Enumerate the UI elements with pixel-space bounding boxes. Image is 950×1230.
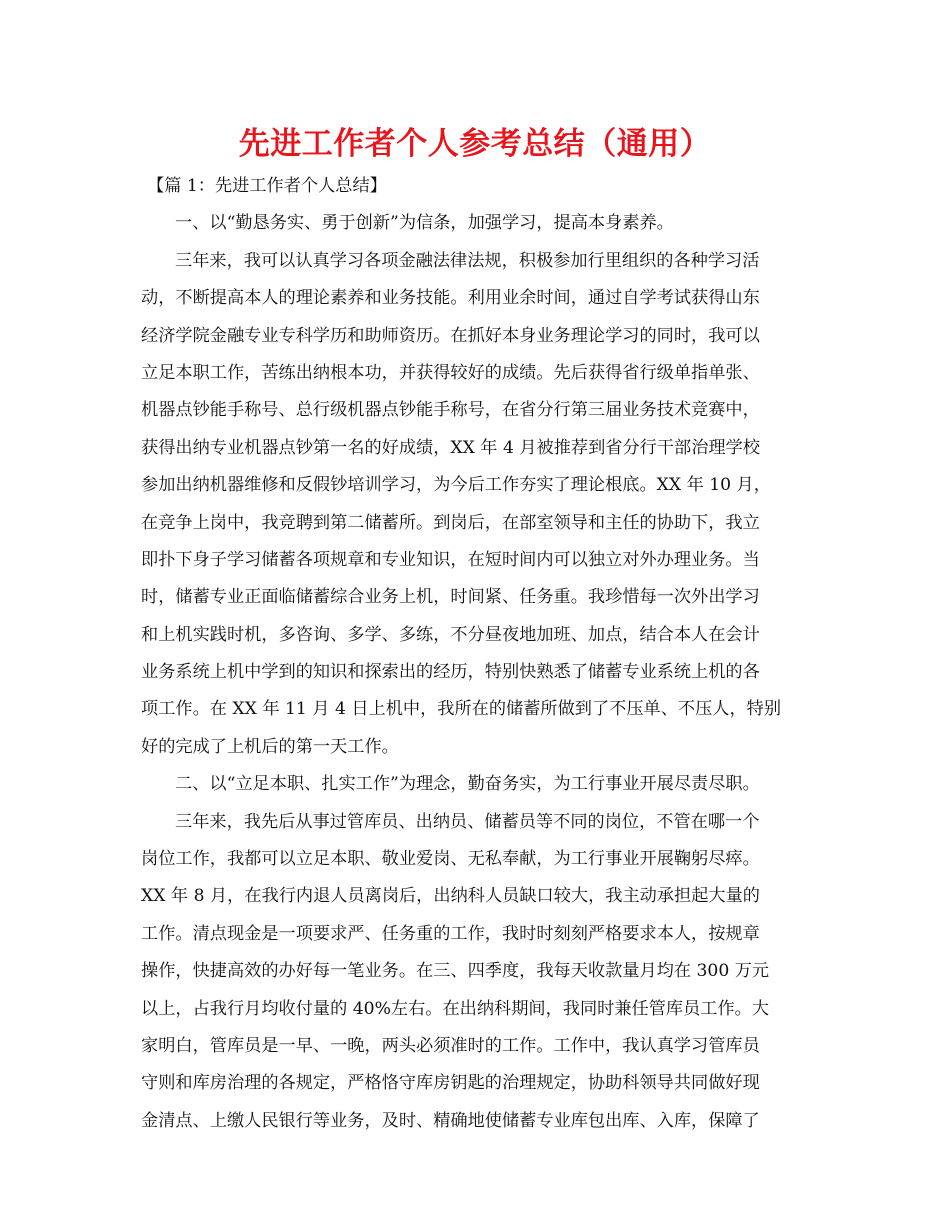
paragraph-line: 以上，占我行月均收付量的 40%左右。在出纳科期间，我同时兼任管库员工作。大 xyxy=(141,998,770,1019)
paragraph-line: 即扑下身子学习储蓄各项规章和专业知识，在短时间内可以独立对外办理业务。当 xyxy=(141,549,760,570)
paragraph-line: 机器点钞能手称号、总行级机器点钞能手称号，在省分行第三届业务技术竞赛中， xyxy=(141,400,760,421)
section-heading: 【篇 1：先进工作者个人总结】 xyxy=(147,176,387,196)
paragraph-line: 工作。清点现金是一项要求严、任务重的工作，我时时刻刻严格要求本人，按规章 xyxy=(141,923,760,944)
paragraph-line: 金清点、上缴人民银行等业务，及时、精确地使储蓄专业库包出库、入库，保障了 xyxy=(141,1110,760,1131)
document-body xyxy=(141,168,813,1140)
paragraph-line: 三年来，我先后从事过管库员、出纳员、储蓄员等不同的岗位，不管在哪一个 xyxy=(175,811,760,832)
paragraph-line: 时，储蓄专业正面临储蓄综合业务上机，时间紧、任务重。我珍惜每一次外出学习 xyxy=(141,587,760,608)
paragraph-line: 守则和库房治理的各规定，严格恪守库房钥匙的治理规定，协助科领导共同做好现 xyxy=(141,1073,760,1094)
paragraph-line: 业务系统上机中学到的知识和探索出的经历，特别快熟悉了储蓄专业系统上机的各 xyxy=(141,662,760,683)
paragraph-line: 获得出纳专业机器点钞第一名的好成绩，XX 年 4 月被推荐到省分行干部治理学校 xyxy=(141,437,760,458)
paragraph-line: 一、以“勤恳务实、勇于创新”为信条，加强学习，提高本身素养。 xyxy=(175,213,674,234)
paragraph-line: 经济学院金融专业专科学历和助师资历。在抓好本身业务理论学习的同时，我可以 xyxy=(141,325,760,346)
document-title: 先进工作者个人参考总结（通用） xyxy=(238,126,712,162)
paragraph-line: 参加出纳机器维修和反假钞培训学习，为今后工作夯实了理论根底。XX 年 10 月， xyxy=(141,475,771,496)
paragraph-line: 家明白，管库员是一早、一晚，两头必须准时的工作。工作中，我认真学习管库员 xyxy=(141,1035,760,1056)
paragraph-line: 项工作。在 XX 年 11 月 4 日上机中，我所在的储蓄所做到了不压单、不压人，特别 xyxy=(141,699,782,720)
paragraph-line: 岗位工作，我都可以立足本职、敬业爱岗、无私奉献，为工行事业开展鞠躬尽瘁。 xyxy=(141,849,760,870)
paragraph-line: 操作，快捷高效的办好每一笔业务。在三、四季度，我每天收款量月均在 300 万元 xyxy=(141,961,770,982)
paragraph-line: 二、以“立足本职、扎实工作”为理念，勤奋务实，为工行事业开展尽责尽职。 xyxy=(175,774,760,795)
paragraph-line: 和上机实践时机，多咨询、多学、多练，不分昼夜地加班、加点，结合本人在会计 xyxy=(141,624,760,645)
paragraph-line: 三年来，我可以认真学习各项金融法律法规，积极参加行里组织的各种学习活 xyxy=(175,250,760,271)
paragraph-line: 好的完成了上机后的第一天工作。 xyxy=(141,736,399,757)
paragraph-line: 动，不断提高本人的理论素养和业务技能。利用业余时间，通过自学考试获得山东 xyxy=(141,288,760,309)
paragraph-line: 在竞争上岗中，我竞聘到第二储蓄所。到岗后，在部室领导和主任的协助下，我立 xyxy=(141,512,760,533)
paragraph-line: XX 年 8 月，在我行内退人员离岗后，出纳科人员缺口较大，我主动承担起大量的 xyxy=(141,886,760,907)
paragraph-line: 立足本职工作，苦练出纳根本功，并获得较好的成绩。先后获得省行级单指单张、 xyxy=(141,362,760,383)
